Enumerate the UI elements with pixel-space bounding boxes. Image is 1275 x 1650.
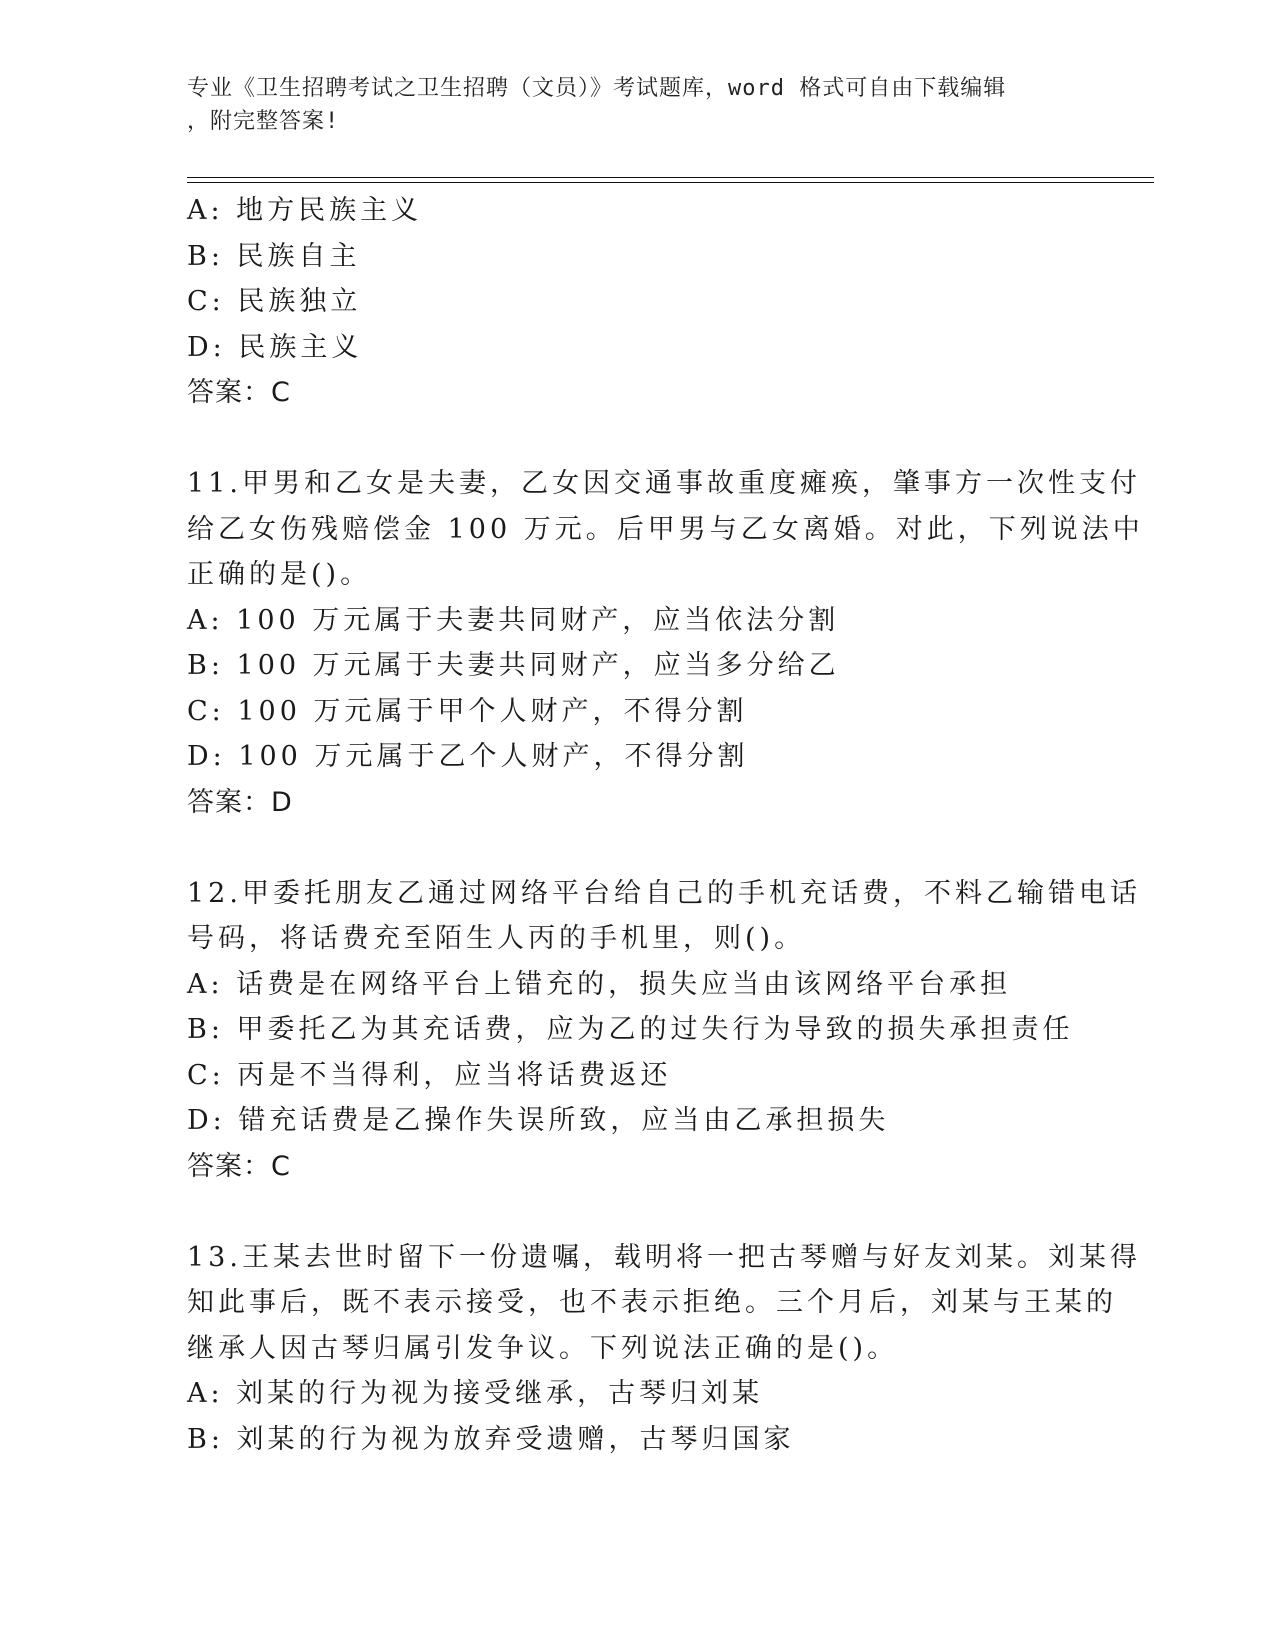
- question-text-line: 给乙女伤残赔偿金 100 万元。后甲男与乙女离婚。对此，下列说法中: [187, 513, 1144, 545]
- question-text-line: 12.甲委托朋友乙通过网络平台给自己的手机充话费，不料乙输错电话: [187, 877, 1141, 909]
- option-c: C: 丙是不当得利，应当将话费返还: [187, 1059, 672, 1091]
- option-a: A: 刘某的行为视为接受继承，古琴归刘某: [187, 1378, 764, 1409]
- option-b: B: 100 万元属于夫妻共同财产，应当多分给乙: [187, 650, 840, 681]
- question-13: [187, 1235, 1141, 1463]
- option-c: C: 民族独立: [187, 286, 362, 317]
- question-list: [187, 188, 1144, 1462]
- header-line-1: 专业《卫生招聘考试之卫生招聘（文员）》考试题库，word 格式可自由下载编辑: [187, 76, 1007, 101]
- question-text-line: 继承人因古琴归属引发争议。下列说法正确的是()。: [187, 1332, 899, 1364]
- header-divider-bottom: [187, 182, 1154, 183]
- option-b: B: 刘某的行为视为放弃受遗赠，古琴归国家: [187, 1423, 795, 1455]
- option-d: D: 民族主义: [187, 331, 363, 363]
- option-a: A: 话费是在网络平台上错充的，损失应当由该网络平台承担: [187, 968, 1012, 1000]
- header-line-2: ，附完整答案!: [187, 109, 340, 134]
- option-b: B: 民族自主: [187, 240, 361, 272]
- option-a: A: 100 万元属于夫妻共同财产，应当依法分割: [187, 604, 840, 636]
- answer: 答案：D: [187, 786, 293, 818]
- answer: 答案：C: [187, 377, 291, 408]
- question-11: [187, 461, 1144, 825]
- option-b: B: 甲委托乙为其充话费，应为乙的过失行为导致的损失承担责任: [187, 1014, 1074, 1045]
- question-text-line: 知此事后，既不表示接受，也不表示拒绝。三个月后，刘某与王某的: [187, 1287, 1117, 1318]
- question-text-line: 正确的是()。: [187, 559, 372, 590]
- question-text-line: 号码，将话费充至陌生人丙的手机里，则()。: [187, 923, 806, 954]
- question-spacer: [187, 1189, 1087, 1235]
- answer: 答案：C: [187, 1150, 291, 1182]
- option-c: C: 100 万元属于甲个人财产，不得分割: [187, 695, 748, 727]
- option-d: D: 错充话费是乙操作失误所致，应当由乙承担损失: [187, 1105, 890, 1136]
- document-header: [187, 72, 1087, 138]
- question-spacer: [187, 825, 1087, 871]
- question-10: [187, 188, 1087, 416]
- header-divider-top: [187, 177, 1154, 178]
- question-text-line: 13.王某去世时留下一份遗嘱，载明将一把古琴赠与好友刘某。刘某得: [187, 1241, 1141, 1273]
- question-text-line: 11.甲男和乙女是夫妻，乙女因交通事故重度瘫痪，肇事方一次性支付: [187, 468, 1141, 499]
- option-a: A: 地方民族主义: [187, 195, 423, 226]
- option-d: D: 100 万元属于乙个人财产，不得分割: [187, 741, 749, 772]
- question-12: [187, 871, 1141, 1190]
- question-spacer: [187, 416, 1087, 462]
